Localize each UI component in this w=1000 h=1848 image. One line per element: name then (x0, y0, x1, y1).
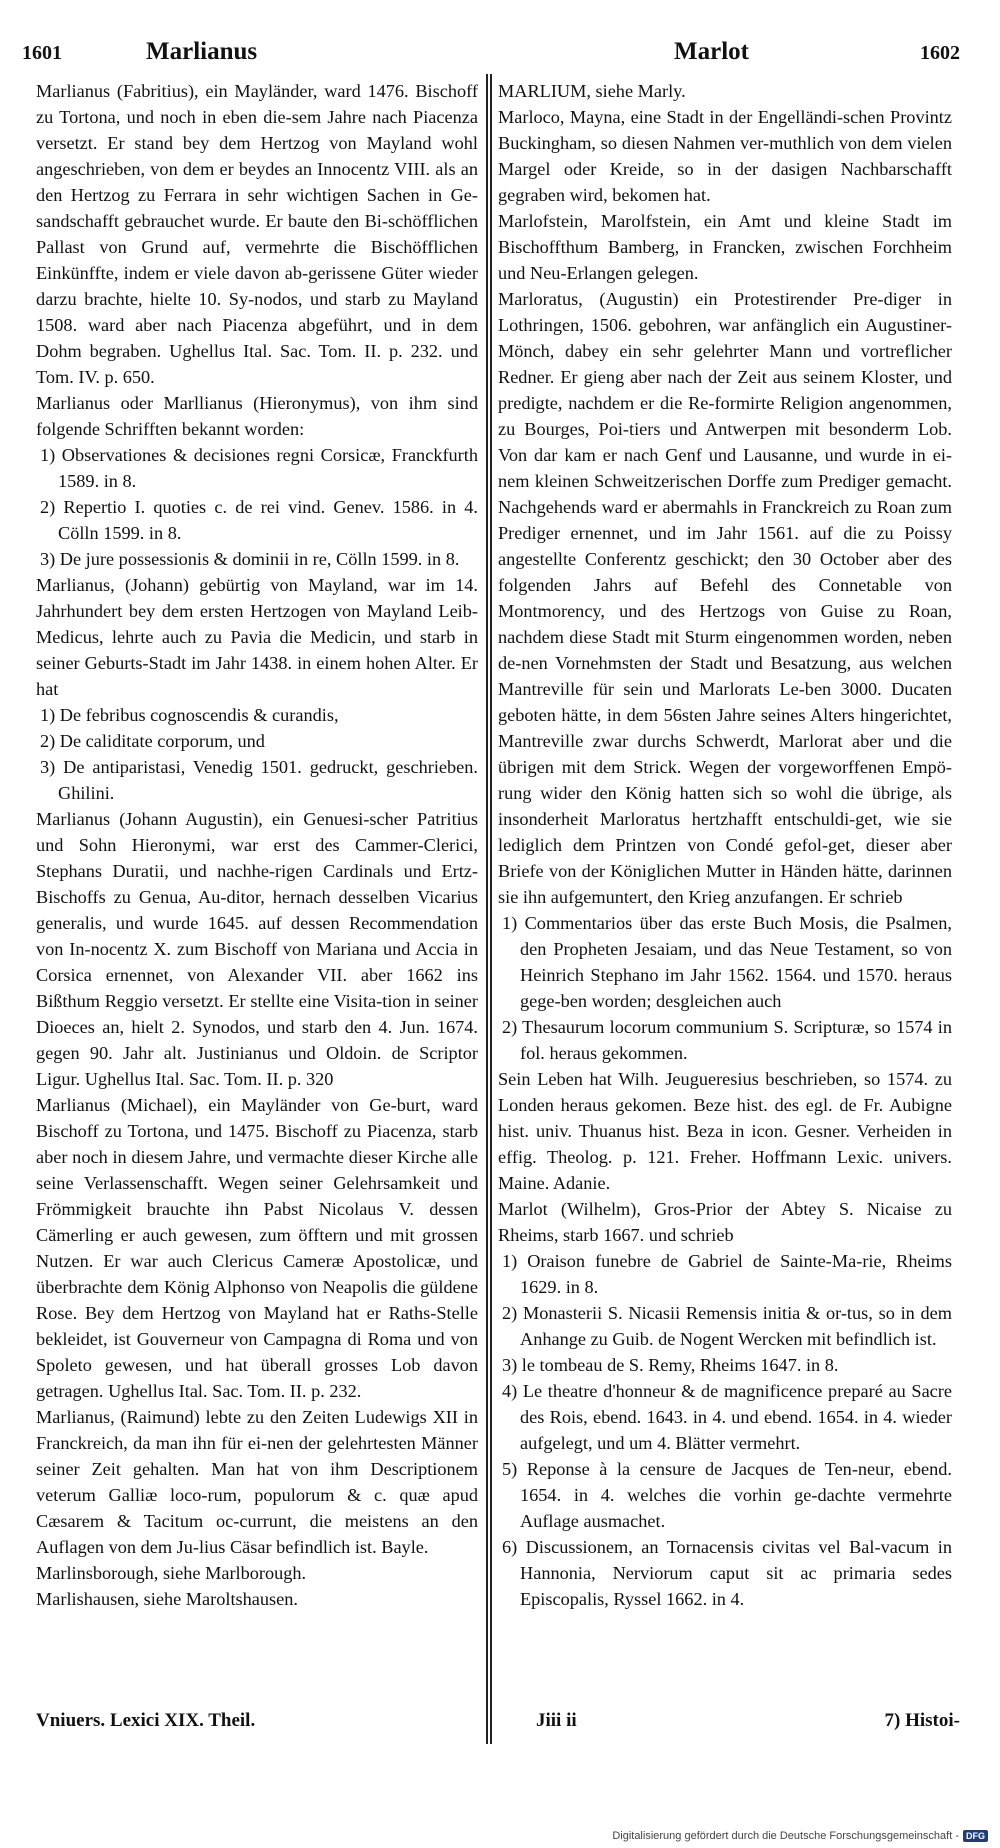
left-catchword: Marlianus (146, 38, 258, 65)
list-item: 1) Commentarios über das erste Buch Mosis, die Psalmen, den Propheten Jesaiam, und das Neue Testament, so von Heinrich Stephano im Jahr 1562. 1564. und 1570. heraus gege-ben worden; desgleichen auch (502, 913, 952, 1011)
list-item: 3) De antiparistasi, Venedig 1501. gedruckt, geschrieben. Ghilini. (40, 757, 478, 803)
entry-marlianus-johann: Marlianus, (Johann) gebürtig von Mayland, war im 14. Jahrhundert bey dem ersten Hertzogen von Mayland Leib-Medicus, lehrte auch zu Pavia die Medicin, und starb in seiner Geburts-Stadt im Jahr 1438. in einem hohen Alter. Er hat (36, 575, 478, 699)
list-item: 3) le tombeau de S. Remy, Rheims 1647. in 8. (502, 1355, 839, 1375)
column-rule-second (490, 74, 492, 1744)
signature-row (36, 1710, 960, 1740)
entry-marlinsborough: Marlinsborough, siehe Marlborough. (36, 1563, 307, 1583)
list-item: 1) Oraison funebre de Gabriel de Sainte-Ma-rie, Rheims 1629. in 8. (502, 1251, 952, 1297)
volume-signature: Vniuers. Lexici XIX. Theil. (36, 1710, 256, 1731)
catchword: 7) Histoi- (884, 1710, 960, 1731)
list-item: 6) Discussionem, an Tornacensis civitas vel Bal-vacum in Hannonia, Nerviorum caput sit ac primaria sedes Episcopalis, Ryssel 1662. in 4. (502, 1537, 952, 1609)
entry-marloco: Marloco, Mayna, eine Stadt in der Engelländi-schen Provintz Buckingham, so diesen Nahmen ver-muthlich von dem vielen Margel oder Kreide, so in der dasigen Nachbarschafft gegraben wird, bekomen hat. (498, 107, 952, 205)
entry-marlianus-johann-augustin: Marlianus (Johann Augustin), ein Genuesi-scher Patritius und Sohn Hieronymi, war erst des Cammer-Clerici, Stephans Duratii, und nachhe-rigen Cardinals und Ertz-Bischoffs zu Genua, Au-ditor, hernach desselben Vicarius generalis, und wurde 1645. auf dessen Recommendation von In-nocentz X. zum Bischoff von Mariana und Accia in Corsica ernennet, von Alexander VII. aber 1662 ins Bißthum Reggio versetzt. Er stellte eine Visita-tion in seiner Dioeces an, hielt 2. Synodos, und starb den 4. Jun. 1674. gegen 90. Jahr alt. Justinianus und Oldoin. de Scriptor Ligur. Ughellus Ital. Sac. Tom. II. p. 320 (36, 809, 478, 1089)
entry-marlofstein: Marlofstein, Marolfstein, ein Amt und kleine Stadt im Bischoffthum Bamberg, in Francken, zwischen Forchheim und Neu-Erlangen gelegen. (498, 211, 952, 283)
entry-marlianus-michael: Marlianus (Michael), ein Mayländer von Ge-burt, ward Bischoff zu Tortona, und 1475. Bischoff zu Piacenza, starb aber noch in diesem Jahre, und vermachte dieser Kirche alle seine Verlassenschafft. Wegen seiner Gelehrsamkeit und Frömmigkeit brauchte ihn Pabst Nicolaus V. dessen Cämerling er auch gewesen, zum öfftern und mit grossen Nutzen. Er war auch Clericus Cameræ Apostolicæ, und überbrachte dem König Alphonso von Neapolis die güldene Rose. Bey dem Hertzog von Mayland hat er Raths-Stelle bekleidet, ist Gouverneur von Campagna di Roma und von Spoleto gewesen, und hat überall grosses Lob davon getragen. Ughellus Ital. Sac. Tom. II. p. 232. (36, 1095, 478, 1401)
entry-marloratus: Marloratus, (Augustin) ein Protestirender Pre-diger in Lothringen, 1506. gebohren, war anfänglich ein Augustiner-Mönch, dabey ein sehr gelehrter Mann und vortreflicher Redner. Er gieng aber nach der Zeit aus seinem Kloster, und predigte, nachdem er die Re-formirte Religion angenommen, zu Bourges, Poi-tiers und Antwerpen mit besonderm Lob. Von dar kam er nach Genf und Lausanne, und wurde in ei-nem kleinen Schweitzerischen Dorffe zum Prediger gemacht. Nachgehends ward er abermahls in Franckreich zu Roan zum Prediger ernennet, und im Jahr 1561. auf die zu Poissy angestellte Conferentz geschickt; den 30 October aber des folgenden Jahrs auf Befehl des Connetable von Montmorency, und des Hertzogs von Guise zu Roan, nachdem diese Stadt mit Sturm eingenommen worden, neben de-nen Vornehmsten der Stadt und Besatzung, aus welchen Mantreville für sein und Marlorats Le-ben 3000. Ducaten geboten hätte, in dem 56sten Jahre seines Alters hingerichtet, Mantreville zwar durchs Schwerdt, Marlorat aber und die übrigen mit dem Strick. Wegen der vorgeworffenen Empö-rung wider den König hatten sich so wohl die übrige, als insonderheit Marloratus hertzhafft entschuldi-get, wie sie lediglich dem Printzen von Condé gefol-get, dieser aber Briefe von der Königlichen Mutter in Händen hätte, darinnen sie ihn aufgemuntert, den Krieg anzufangen. Er schrieb (498, 289, 952, 907)
entry-marlishausen: Marlishausen, siehe Maroltshausen. (36, 1589, 298, 1609)
entry-marlianus-fabritius: Marlianus (Fabritius), ein Mayländer, ward 1476. Bischoff zu Tortona, und noch in eben die-sem Jahre nach Piacenza versetzt. Er stand bey dem Hertzog von Mayland wohl angeschrieben, von dem er beydes an Innocentz VIII. als an den Hertzog zu Ferrara in sehr wichtigen Sachen in Ge-sandschafft gebrauchet wurde. Er baute den Bi-schöfflichen Pallast von Grund auf, vermehrte die Bischöfflichen Einkünffte, indem er viele davon ab-gerissene Güter wieder darzu brachte, hielte 10. Sy-nodos, und starb zu Mayland 1508. ward aber nach Piacenza abgeführt, und in dem Dohm begraben. Ughellus Ital. Sac. Tom. II. p. 232. und Tom. IV. p. 650. (36, 81, 478, 387)
left-column (36, 78, 478, 1612)
list-item: 4) Le theatre d'honneur & de magnificence preparé au Sacre des Rois, ebend. 1643. in 4. und ebend. 1654. in 4. wieder aufgelegt, und um 4. Blätter vermehrt. (502, 1381, 952, 1453)
footer-text: Digitalisierung gefördert durch die Deutsche Forschungsgemeinschaft - (612, 1830, 959, 1842)
left-page-number: 1601 (22, 42, 62, 64)
right-column (498, 78, 952, 1612)
list-item: 2) Repertio I. quoties c. de rei vind. Genev. 1586. in 4. Cölln 1599. in 8. (40, 497, 478, 543)
list-item: 2) Thesaurum locorum communium S. Scripturæ, so 1574 in fol. heraus gekommen. (502, 1017, 952, 1063)
list-item: 5) Reponse à la censure de Jacques de Ten-neur, ebend. 1654. in 4. welches die vorhin ge-dachte vermehrte Auflage ausmachet. (502, 1459, 952, 1531)
right-catchword: Marlot (674, 38, 749, 65)
entry-marlot-wilhelm: Marlot (Wilhelm), Gros-Prior der Abtey S. Nicaise zu Rheims, starb 1667. und schrieb (498, 1199, 952, 1245)
entry-marlianus-raimund: Marlianus, (Raimund) lebte zu den Zeiten Ludewigs XII in Franckreich, da man ihn für ei-nen der gelehrtesten Männer seiner Zeit gehalten. Man hat von ihm Descriptionem veterum Galliæ loco-rum, populorum & c. quæ apud Cæsarem & Tacitum oc-currunt, die meistens an den Auflagen von dem Ju-lius Cäsar befindlich ist. Bayle. (36, 1407, 478, 1557)
entry-marlianus-hieronymus: Marlianus oder Marllianus (Hieronymus), von ihm sind folgende Schrifften bekannt worden: (36, 393, 478, 439)
marlot-works-list (498, 1248, 952, 1612)
entry-marloratus-life: Sein Leben hat Wilh. Jeugueresius beschrieben, so 1574. zu Londen heraus gekomen. Beze hist. des egl. de Fr. Aubigne hist. univ. Thuanus hist. Beza in icon. Gesner. Verheiden in effig. Theolog. p. 121. Freher. Hoffmann Lexic. univers. Maine. Adanie. (498, 1069, 952, 1193)
marloratus-works-list (498, 910, 952, 1066)
list-item: 3) De jure possessionis & dominii in re, Cölln 1599. in 8. (40, 549, 460, 569)
right-page-number: 1602 (920, 42, 960, 64)
column-rule (486, 74, 488, 1744)
gathering-mark: Jiii ii (536, 1710, 577, 1731)
list-item: 1) Observationes & decisiones regni Corsicæ, Franckfurth 1589. in 8. (40, 445, 478, 491)
dfg-logo-icon: DFG (963, 1830, 988, 1842)
page-header (22, 38, 960, 74)
list-item: 1) De febribus cognoscendis & curandis, (40, 705, 339, 725)
list-item: 2) De caliditate corporum, und (40, 731, 265, 751)
digitization-footer (612, 1830, 988, 1842)
hieronymus-works-list (36, 442, 478, 572)
johann-works-list (36, 702, 478, 806)
entry-marlium: MARLIUM, siehe Marly. (498, 81, 686, 101)
list-item: 2) Monasterii S. Nicasii Remensis initia & or-tus, so in dem Anhange zu Guib. de Nogent Wercken mit befindlich ist. (502, 1303, 952, 1349)
